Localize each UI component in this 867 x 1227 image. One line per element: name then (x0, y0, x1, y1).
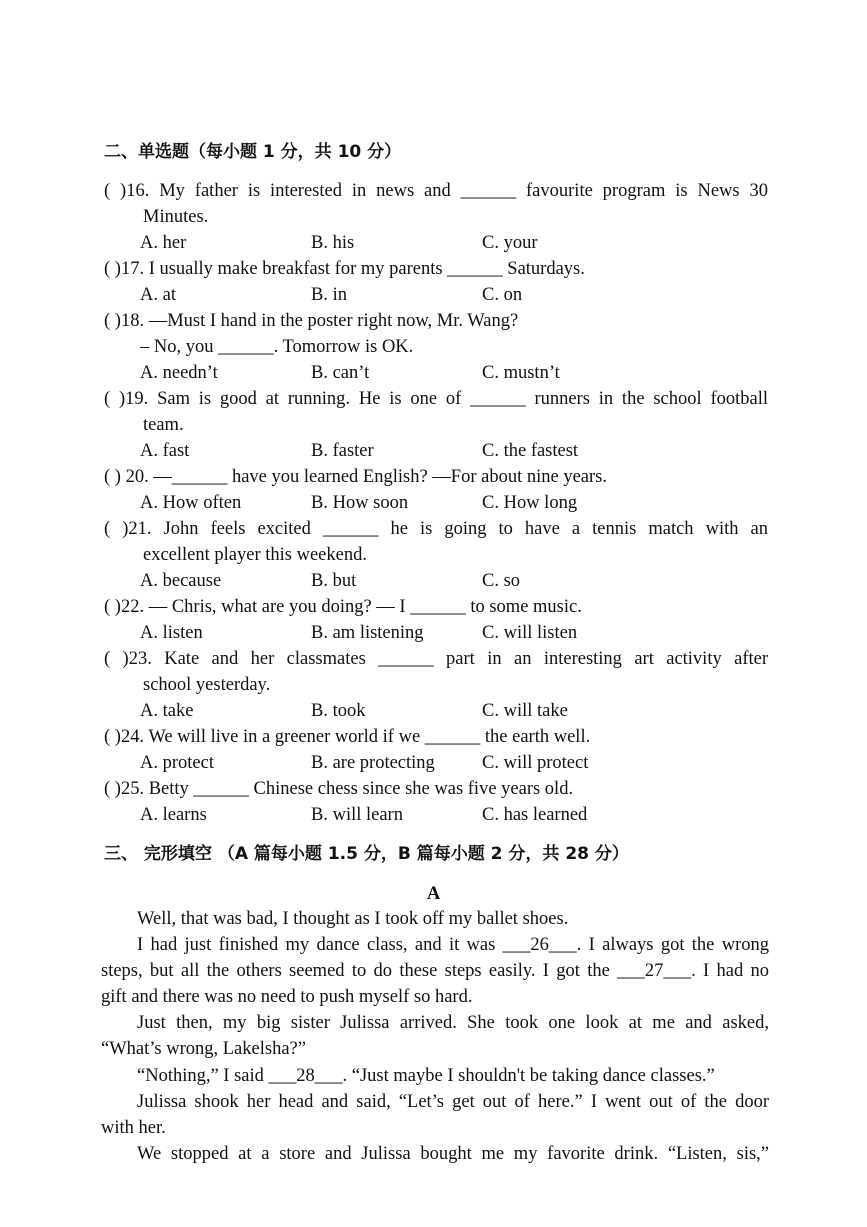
option-c: C. will protect (482, 753, 589, 773)
question-stem: ( )21. John feels excited ______ he is going to have a tennis match with an (104, 519, 768, 539)
option-b: B. will learn (311, 805, 403, 825)
passage-line: I had just finished my dance class, and it was ___26___. I always got the wrong (137, 935, 769, 955)
option-c: C. will listen (482, 623, 578, 643)
question-stem: ( )22. — Chris, what are you doing? — I ______ to some music. (104, 597, 582, 617)
passage-line: gift and there was no need to push myself so hard. (101, 987, 473, 1007)
option-b: B. but (311, 571, 357, 591)
passage-title: A (426, 884, 441, 904)
passage-line: “Nothing,” I said ___28___. “Just maybe I shouldn't be taking dance classes.” (137, 1066, 715, 1086)
passage-line: steps, but all the others seemed to do these steps easily. I got the ___27___. I had no (101, 961, 769, 981)
option-b: B. took (311, 701, 366, 721)
passage-line: Julissa shook her head and said, “Let’s get out of here.” I went out of the door (137, 1092, 769, 1112)
passage-line: with her. (101, 1118, 166, 1138)
option-c: C. so (482, 571, 521, 591)
question-stem-continued: Minutes. (143, 207, 209, 227)
option-a: A. protect (140, 753, 214, 773)
option-b: B. can’t (311, 363, 370, 383)
option-b: B. faster (311, 441, 374, 461)
option-c: C. has learned (482, 805, 588, 825)
question-stem-continued: team. (143, 415, 184, 435)
option-a: A. because (140, 571, 222, 591)
option-a: A. learns (140, 805, 207, 825)
option-a: A. How often (140, 493, 242, 513)
option-a: A. take (140, 701, 194, 721)
question-stem: ( )23. Kate and her classmates ______ part in an interesting art activity after (104, 649, 768, 669)
question-stem: ( )24. We will live in a greener world if we ______ the earth well. (104, 727, 591, 747)
question-stem: ( )19. Sam is good at running. He is one of ______ runners in the school football (104, 389, 768, 409)
passage-line: “What’s wrong, Lakelsha?” (101, 1039, 306, 1059)
option-c: C. mustn’t (482, 363, 560, 383)
passage-line: Just then, my big sister Julissa arrived. She took one look at me and asked, (137, 1013, 769, 1033)
option-a: A. her (140, 233, 187, 253)
section-heading-single-choice: 二、单选题（每小题 1 分，共 10 分） (104, 142, 402, 162)
question-stem: ( )17. I usually make breakfast for my parents ______ Saturdays. (104, 259, 585, 279)
option-b: B. his (311, 233, 355, 253)
option-b: B. in (311, 285, 347, 305)
option-a: A. listen (140, 623, 203, 643)
option-c: C. the fastest (482, 441, 579, 461)
question-stem: ( )18. —Must I hand in the poster right now, Mr. Wang? (104, 311, 519, 331)
section-heading-cloze: 三、 完形填空 （A 篇每小题 1.5 分，B 篇每小题 2 分，共 28 分） (104, 844, 629, 864)
passage-line: Well, that was bad, I thought as I took off my ballet shoes. (137, 909, 569, 929)
option-b: B. are protecting (311, 753, 435, 773)
option-c: C. on (482, 285, 523, 305)
question-stem-continued: – No, you ______. Tomorrow is OK. (140, 337, 414, 357)
option-b: B. How soon (311, 493, 409, 513)
question-stem-continued: school yesterday. (143, 675, 271, 695)
question-stem: ( )25. Betty ______ Chinese chess since she was five years old. (104, 779, 574, 799)
option-a: A. needn’t (140, 363, 218, 383)
question-stem: ( ) 20. —______ have you learned English? —For about nine years. (104, 467, 607, 487)
question-stem: ( )16. My father is interested in news and ______ favourite program is News 30 (104, 181, 768, 201)
passage-line: We stopped at a store and Julissa bought me my favorite drink. “Listen, sis,” (137, 1144, 769, 1164)
option-b: B. am listening (311, 623, 424, 643)
question-stem-continued: excellent player this weekend. (143, 545, 367, 565)
option-c: C. will take (482, 701, 568, 721)
option-a: A. at (140, 285, 176, 305)
option-a: A. fast (140, 441, 190, 461)
option-c: C. How long (482, 493, 578, 513)
option-c: C. your (482, 233, 538, 253)
